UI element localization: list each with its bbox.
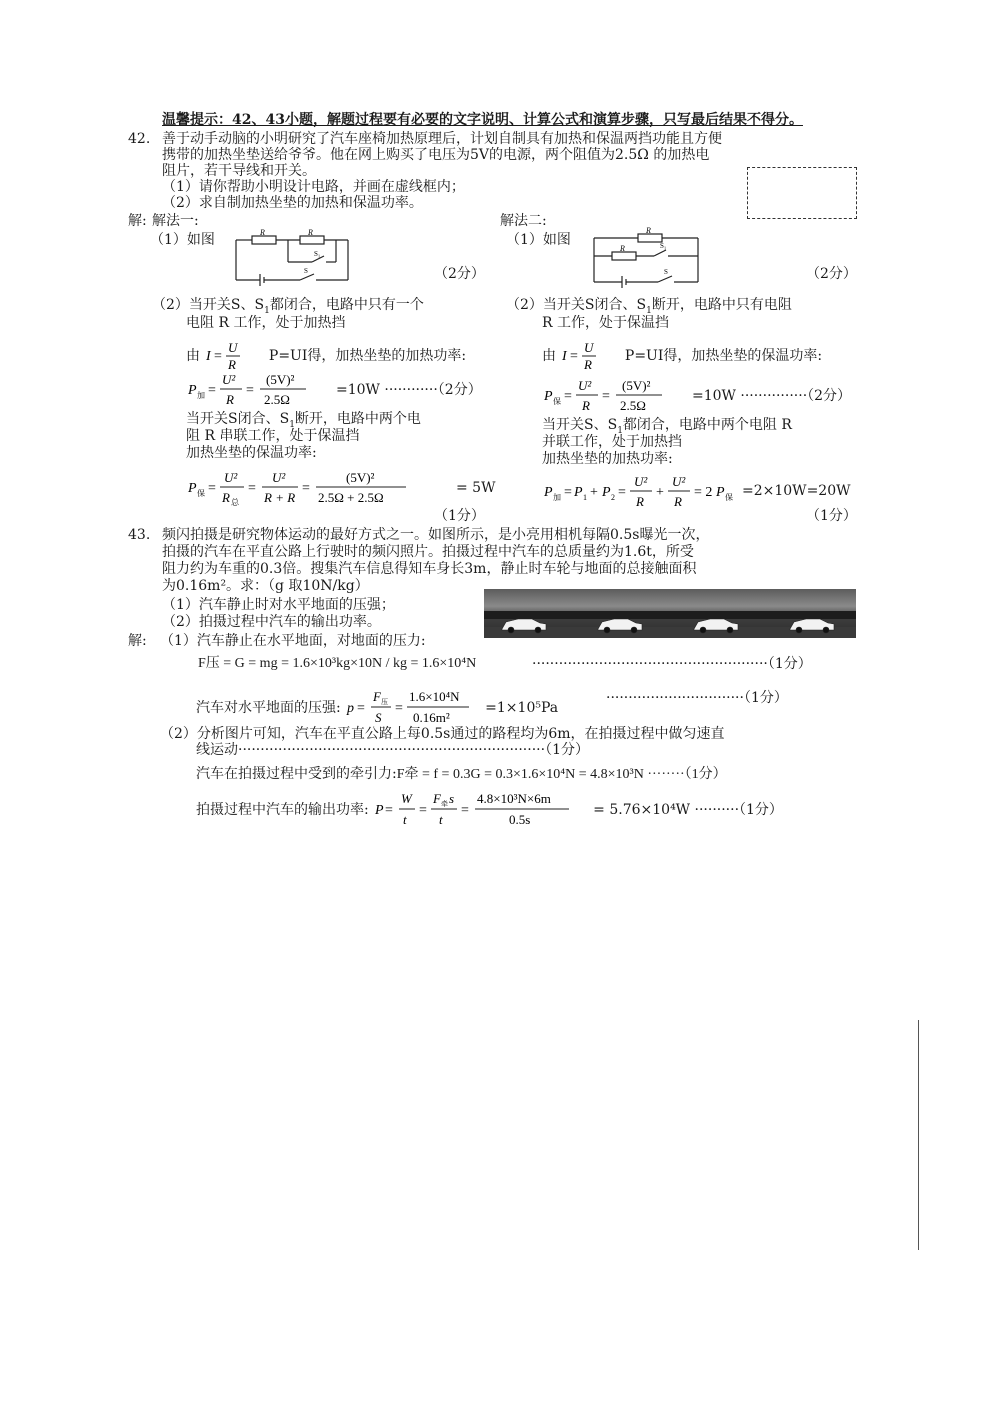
svg-text:2.5Ω: 2.5Ω: [620, 398, 646, 413]
method2-part1: （1）如图: [506, 232, 571, 248]
svg-text:=: =: [602, 389, 610, 404]
svg-text:I: I: [206, 349, 212, 364]
q43-line-6: （2）拍摄过程中汽车的输出功率。: [162, 614, 381, 630]
q43-line-2: 拍摄的汽车在平直公路上行驶时的频闪照片。拍摄过程中汽车的总质量约为1.6t，所受: [162, 544, 694, 560]
svg-text:=: =: [208, 481, 216, 496]
q42-number: 42.: [128, 131, 151, 147]
sol43-jie: 解:: [128, 633, 147, 649]
circuit-diagram-parallel: [588, 224, 708, 288]
svg-text:R: R: [674, 494, 682, 509]
svg-text:P: P: [574, 485, 583, 500]
svg-text:F: F: [373, 689, 382, 704]
m1-part2-line2: 电阻 R 工作，处于加热挡: [186, 315, 346, 331]
q43-number: 43.: [128, 527, 151, 543]
reminder-tip: 温馨提示：42、43小题，解题过程要有必要的文字说明、计算公式和演算步骤，只写最后结果不得分。: [162, 112, 803, 128]
svg-text:加: 加: [553, 493, 561, 502]
svg-text:+: +: [590, 485, 598, 500]
svg-text:加: 加: [197, 391, 205, 400]
svg-text:=: =: [564, 389, 572, 404]
m2-part2-line2: R 工作，处于保温挡: [542, 315, 669, 331]
svg-text:t: t: [403, 812, 407, 827]
page-edge-line: [918, 1020, 919, 1250]
m2-heating-formula: P 加 = P 1 + P 2 = U² R + U² R = 2 P 保 =2×10W=20W: [544, 474, 851, 509]
svg-text:=: =: [564, 485, 572, 500]
circuit-diagram-series: [230, 228, 360, 288]
svg-text:=: =: [395, 701, 404, 716]
svg-text:0.5s: 0.5s: [509, 812, 531, 827]
q43-line-3: 阻力约为车重的0.3倍。搜集汽车信息得知车身长3m，静止时车轮与地面的总接触面积: [162, 561, 697, 577]
sol43-step2: 汽车对水平地面的压强: p = F 压 S = 1.6×10⁴N 0.16m² =1×10⁵Pa: [196, 688, 558, 728]
car-3: [694, 619, 738, 633]
resistor-2: [612, 252, 636, 260]
svg-text:R: R: [228, 357, 237, 372]
svg-text:S: S: [664, 268, 668, 276]
sol42-jie: 解:: [128, 213, 147, 229]
q42-line-5: （2）求自制加热坐垫的加热和保温功率。: [162, 195, 423, 211]
svg-text:W: W: [401, 791, 413, 806]
svg-text:=: =: [248, 481, 256, 496]
svg-text:P: P: [544, 485, 553, 500]
svg-text:P: P: [375, 803, 384, 818]
svg-text:R: R: [308, 228, 313, 237]
car-2: [598, 619, 642, 633]
svg-text:R: R: [260, 228, 265, 237]
method2-score1: （2分）: [806, 266, 857, 282]
m2-keepwarm-formula: P 保 = U² R = (5V)² 2.5Ω =10W ···············（2分）: [544, 378, 852, 413]
ohm-law-formula: [560, 340, 620, 372]
svg-text:4.8×10³N×6m: 4.8×10³N×6m: [477, 791, 551, 806]
pressure-formula: [345, 688, 485, 728]
svg-text:U²: U²: [224, 470, 238, 485]
answer-dashed-box: [747, 167, 857, 219]
svg-text:F: F: [433, 791, 442, 806]
sol43-step3-line1: （2）分析图片可知，汽车在平直公路上每0.5s通过的路程均为6m，在拍摄过程中做匀速直: [160, 726, 725, 742]
svg-text:P: P: [188, 383, 197, 398]
svg-text:(5V)²: (5V)²: [266, 372, 295, 387]
method1-score1: （2分）: [434, 266, 485, 282]
svg-text:总: 总: [231, 498, 239, 507]
m2-part2-line1: （2）当开关S闭合、$S_1$断开，电路中只有电阻: [506, 297, 792, 316]
sol43-formula1-dots: ·····················································（1分）: [532, 656, 812, 672]
m2-ohm-law-line: 由 I = U R P=UI得，加热坐垫的保温功率:: [542, 340, 823, 372]
ohm-law-formula: [204, 340, 264, 372]
sol43-step5: 拍摄过程中汽车的输出功率: P = W t = F 牵 s t = 4.8×10³N×6m 0.5s = 5.76×10⁴W ··········（1分）: [196, 790, 783, 830]
m1-part3-line2: 阻 R 串联工作，处于保温挡: [186, 428, 360, 444]
car-1: [502, 619, 546, 633]
svg-text:保: 保: [725, 493, 733, 502]
svg-text:2.5Ω: 2.5Ω: [264, 392, 290, 407]
svg-text:U²: U²: [578, 378, 592, 393]
svg-text:R: R: [646, 226, 651, 235]
svg-text:=: =: [208, 383, 216, 398]
sol43-step1: （1）汽车静止在水平地面，对地面的压力:: [160, 633, 426, 649]
strobe-car-photo: [484, 589, 856, 638]
q42-line-1: 善于动手动脑的小明研究了汽车座椅加热原理后，计划自制具有加热和保温两挡功能且方便: [162, 131, 722, 147]
svg-text:p: p: [347, 701, 355, 716]
svg-text:保: 保: [197, 489, 205, 498]
method2-title: 解法二:: [500, 213, 547, 229]
svg-text:保: 保: [553, 397, 561, 406]
svg-text:R: R: [222, 490, 230, 505]
resistor-1: [252, 236, 276, 244]
svg-text:R: R: [620, 244, 625, 253]
svg-text:= 2: = 2: [694, 485, 713, 500]
svg-text:S: S: [304, 267, 308, 275]
method1-score3: （1分）: [434, 508, 485, 524]
q42-line-2: 携带的加热坐垫送给爷爷。他在网上购买了电压为5V的电源，两个阻值为2.5Ω 的加热电: [162, 147, 710, 163]
svg-text:U: U: [584, 340, 594, 355]
svg-text:压: 压: [381, 698, 389, 706]
svg-text:=: =: [618, 485, 626, 500]
sol43-formula-pressure-force: F压 = G = mg = 1.6×10³kg×10N / kg = 1.6×10⁴N: [198, 656, 477, 671]
svg-text:S: S: [375, 710, 382, 725]
svg-text:=: =: [419, 803, 428, 818]
svg-text:=: =: [302, 481, 310, 496]
svg-text:0.16m²: 0.16m²: [413, 710, 450, 725]
q43-line-1: 频闪拍摄是研究物体运动的最好方式之一。如图所示，是小亮用相机每隔0.5s曝光一次，: [162, 527, 710, 543]
m1-part3-line3: 加热坐垫的保温功率:: [186, 445, 317, 461]
svg-text:1.6×10⁴N: 1.6×10⁴N: [409, 689, 460, 704]
svg-text:U²: U²: [634, 474, 648, 489]
m1-heating-formula: P 加 = U² R = (5V)² 2.5Ω =10W ············（2分）: [188, 372, 482, 407]
q43-line-5: （1）汽车静止时对水平地面的压强；: [162, 597, 395, 613]
m2-part3-line3: 加热坐垫的加热功率:: [542, 451, 673, 467]
svg-text:P: P: [544, 389, 553, 404]
svg-text:=: =: [357, 701, 366, 716]
svg-text:S₁: S₁: [660, 242, 667, 250]
svg-text:牵: 牵: [441, 800, 449, 808]
svg-text:=: =: [461, 803, 470, 818]
svg-text:=: =: [385, 803, 394, 818]
svg-text:S₁: S₁: [314, 250, 321, 258]
m1-part2-line1: （2）当开关S、$S_1$都闭合，电路中只有一个: [152, 297, 424, 316]
svg-text:P: P: [602, 485, 611, 500]
svg-text:(5V)²: (5V)²: [622, 378, 651, 393]
svg-text:(5V)²: (5V)²: [346, 470, 375, 485]
m1-keepwarm-formula: P 保 = U² R 总 = U² R + R = (5V)² 2.5Ω + 2.5Ω = 5W: [188, 470, 496, 507]
svg-text:R: R: [226, 392, 234, 407]
svg-text:1: 1: [583, 493, 587, 502]
m1-ohm-law-line: 由 I = U R P=UI得，加热坐垫的加热功率:: [186, 340, 467, 372]
m1-part3-line1: 当开关S闭合、$S_1$断开，电路中两个电: [186, 411, 421, 430]
svg-text:R + R: R + R: [264, 490, 296, 505]
method1-title: 解法一:: [152, 213, 199, 229]
power-formula: [373, 790, 593, 830]
svg-text:I: I: [562, 349, 568, 364]
svg-text:2.5Ω + 2.5Ω: 2.5Ω + 2.5Ω: [318, 490, 384, 505]
q42-line-3: 阻片，若干导线和开关。: [162, 163, 316, 179]
svg-text:+: +: [656, 485, 664, 500]
resistor-1: [638, 234, 662, 242]
sol43-step4: 汽车在拍摄过程中受到的牵引力:F牵 = f = 0.3G = 0.3×1.6×10⁴N = 4.8×10³N ········（1分）: [196, 766, 727, 782]
svg-text:P: P: [188, 481, 197, 496]
svg-text:R: R: [582, 398, 590, 413]
svg-text:R: R: [636, 494, 644, 509]
m2-part3-line1: 当开关S、$S_1$都闭合，电路中两个电阻 R: [542, 417, 792, 436]
q42-line-4: （1）请你帮助小明设计电路，并画在虚线框内；: [162, 179, 465, 195]
method2-score3: （1分）: [806, 508, 857, 524]
svg-text:P: P: [716, 485, 725, 500]
svg-text:=: =: [214, 349, 223, 364]
svg-text:t: t: [439, 812, 443, 827]
method1-part1: （1）如图: [150, 232, 215, 248]
svg-text:R: R: [584, 357, 593, 372]
q43-line-4: 为0.16m²。求：（g 取10N/kg）: [162, 578, 369, 594]
svg-text:U²: U²: [672, 474, 686, 489]
svg-text:2: 2: [611, 493, 615, 502]
resistor-2: [300, 236, 324, 244]
svg-text:U: U: [228, 340, 238, 355]
svg-text:U²: U²: [222, 372, 236, 387]
svg-text:s: s: [449, 791, 455, 806]
svg-text:=: =: [570, 349, 579, 364]
svg-text:=: =: [246, 383, 254, 398]
sol43-formula2-dots: ·······························（1分）: [606, 690, 788, 706]
svg-text:U²: U²: [272, 470, 286, 485]
m2-part3-line2: 并联工作，处于加热挡: [542, 434, 682, 450]
sol43-step3-line2: 线运动·····································································（1分）: [196, 742, 589, 758]
car-4: [790, 619, 834, 633]
